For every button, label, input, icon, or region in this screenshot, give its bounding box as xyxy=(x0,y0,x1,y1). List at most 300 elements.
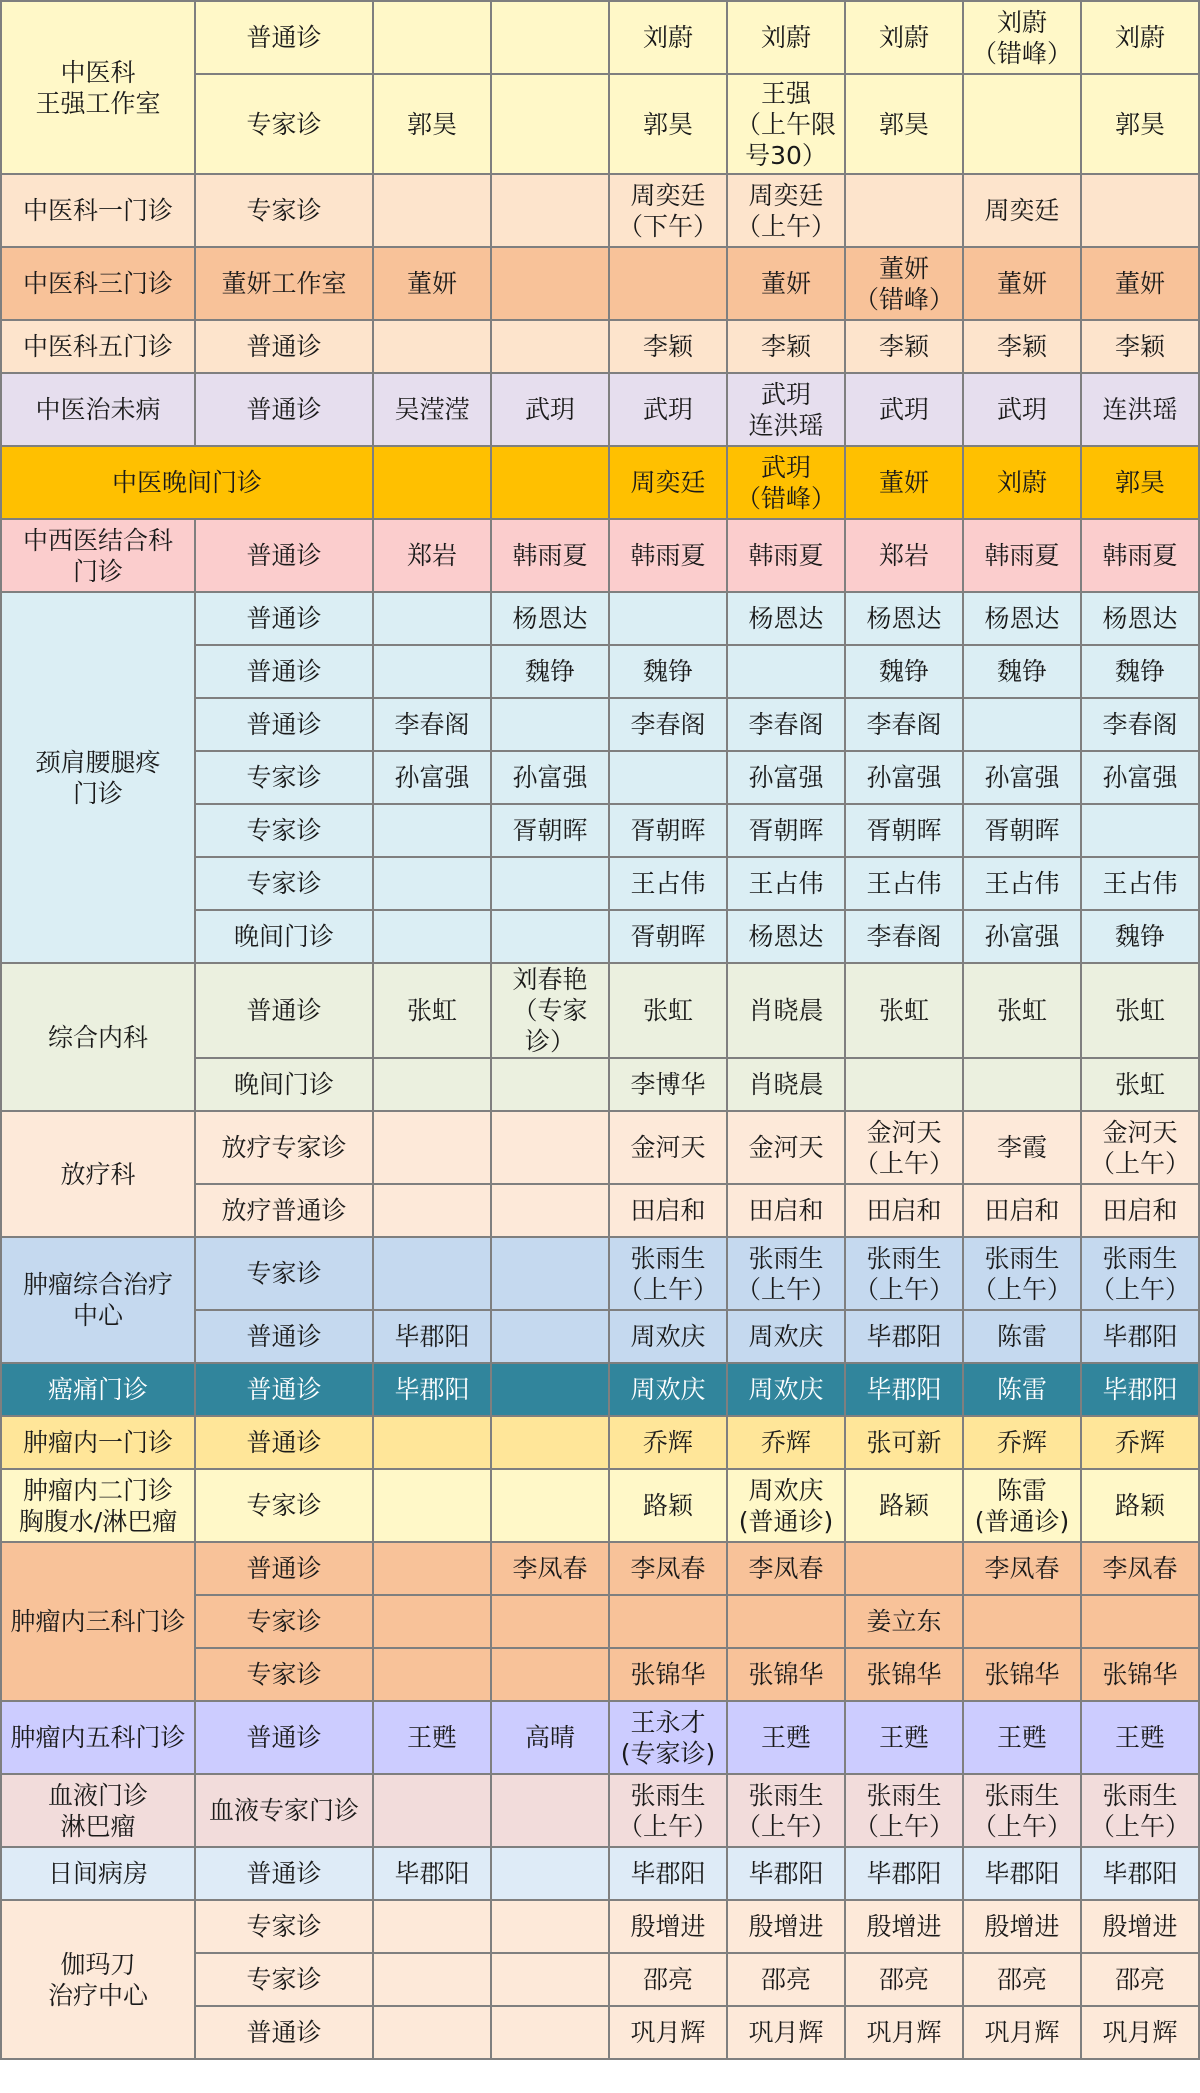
clinic-type-cell: 专家诊 xyxy=(195,751,373,804)
doctor-cell: 张雨生 （上午） xyxy=(963,1774,1081,1847)
doctor-cell: 肖晓晨 xyxy=(727,963,845,1058)
doctor-cell: 陈雷 xyxy=(963,1310,1081,1363)
doctor-cell: 胥朝晖 xyxy=(963,804,1081,857)
schedule-row xyxy=(1,1847,1199,1900)
doctor-cell: 李春阁 xyxy=(1081,698,1199,751)
department-cell: 中医治未病 xyxy=(1,373,195,446)
doctor-cell xyxy=(727,645,845,698)
doctor-cell: 郭昊 xyxy=(609,74,727,174)
clinic-type-cell: 普通诊 xyxy=(195,645,373,698)
doctor-cell: 陈雷 xyxy=(963,1363,1081,1416)
schedule-row xyxy=(1,446,1199,519)
doctor-cell: 田启和 xyxy=(1081,1184,1199,1237)
department-cell: 肿瘤内三科门诊 xyxy=(1,1542,195,1701)
doctor-cell: 毕郡阳 xyxy=(1081,1310,1199,1363)
doctor-cell xyxy=(1081,804,1199,857)
doctor-cell xyxy=(963,74,1081,174)
doctor-cell: 武玥 连洪瑶 xyxy=(727,373,845,446)
doctor-cell: 张虹 xyxy=(963,963,1081,1058)
doctor-cell: 孙富强 xyxy=(373,751,491,804)
doctor-cell: 张雨生 （上午） xyxy=(1081,1774,1199,1847)
doctor-cell xyxy=(963,698,1081,751)
doctor-cell: 杨恩达 xyxy=(963,592,1081,645)
doctor-cell: 刘蔚 （错峰） xyxy=(963,1,1081,74)
doctor-cell: 张雨生 （上午） xyxy=(845,1774,963,1847)
doctor-cell xyxy=(609,592,727,645)
doctor-cell xyxy=(373,1469,491,1542)
schedule-row xyxy=(1,320,1199,373)
doctor-cell: 董妍 xyxy=(727,247,845,320)
schedule-body xyxy=(1,1,1199,2059)
doctor-cell: 周奕廷 （下午） xyxy=(609,174,727,247)
doctor-cell xyxy=(373,1111,491,1184)
doctor-cell: 郑岩 xyxy=(373,519,491,592)
department-cell: 颈肩腰腿疼 门诊 xyxy=(1,592,195,963)
doctor-cell: 毕郡阳 xyxy=(845,1847,963,1900)
doctor-cell xyxy=(373,1595,491,1648)
doctor-cell: 金河天 （上午） xyxy=(1081,1111,1199,1184)
department-cell: 肿瘤内二门诊 胸腹水/淋巴瘤 xyxy=(1,1469,195,1542)
doctor-cell: 周欢庆 xyxy=(727,1363,845,1416)
doctor-cell xyxy=(963,1058,1081,1111)
doctor-cell xyxy=(373,320,491,373)
doctor-cell: 李春阁 xyxy=(845,910,963,963)
doctor-cell: 毕郡阳 xyxy=(373,1310,491,1363)
department-cell: 综合内科 xyxy=(1,963,195,1111)
doctor-cell xyxy=(373,645,491,698)
doctor-cell: 董妍 xyxy=(373,247,491,320)
doctor-cell: 孙富强 xyxy=(963,751,1081,804)
doctor-cell: 李霞 xyxy=(963,1111,1081,1184)
doctor-cell: 刘蔚 xyxy=(609,1,727,74)
doctor-cell: 邵亮 xyxy=(1081,1953,1199,2006)
doctor-cell: 周欢庆 (普通诊) xyxy=(727,1469,845,1542)
doctor-cell: 李春阁 xyxy=(845,698,963,751)
department-cell: 中医科一门诊 xyxy=(1,174,195,247)
doctor-cell: 陈雷 (普通诊) xyxy=(963,1469,1081,1542)
doctor-cell: 周欢庆 xyxy=(609,1363,727,1416)
doctor-cell: 毕郡阳 xyxy=(727,1847,845,1900)
doctor-cell: 武玥 xyxy=(491,373,609,446)
doctor-cell: 武玥 （错峰） xyxy=(727,446,845,519)
schedule-row xyxy=(1,373,1199,446)
doctor-cell: 高晴 xyxy=(491,1701,609,1774)
doctor-cell xyxy=(491,1953,609,2006)
doctor-cell: 张锦华 xyxy=(1081,1648,1199,1701)
doctor-cell xyxy=(373,174,491,247)
doctor-cell xyxy=(845,174,963,247)
doctor-cell: 李颖 xyxy=(845,320,963,373)
doctor-cell: 张虹 xyxy=(373,963,491,1058)
doctor-cell: 杨恩达 xyxy=(845,592,963,645)
doctor-cell xyxy=(491,1363,609,1416)
doctor-cell: 王占伟 xyxy=(727,857,845,910)
doctor-cell: 李颖 xyxy=(609,320,727,373)
doctor-cell: 胥朝晖 xyxy=(845,804,963,857)
doctor-cell xyxy=(491,320,609,373)
doctor-cell: 张雨生 （上午） xyxy=(727,1774,845,1847)
doctor-cell: 毕郡阳 xyxy=(373,1847,491,1900)
clinic-type-cell: 普通诊 xyxy=(195,2006,373,2059)
doctor-cell: 李凤春 xyxy=(963,1542,1081,1595)
doctor-cell: 张雨生 （上午） xyxy=(727,1237,845,1310)
clinic-type-cell: 专家诊 xyxy=(195,1648,373,1701)
schedule-row xyxy=(1,1416,1199,1469)
clinic-type-cell: 专家诊 xyxy=(195,1900,373,1953)
clinic-type-cell: 专家诊 xyxy=(195,804,373,857)
doctor-cell: 田启和 xyxy=(609,1184,727,1237)
clinic-type-cell: 专家诊 xyxy=(195,1469,373,1542)
doctor-cell: 张虹 xyxy=(609,963,727,1058)
doctor-cell xyxy=(1081,174,1199,247)
doctor-cell xyxy=(491,1648,609,1701)
doctor-cell: 王占伟 xyxy=(963,857,1081,910)
schedule-row xyxy=(1,963,1199,1058)
doctor-cell: 王占伟 xyxy=(845,857,963,910)
doctor-cell xyxy=(963,1595,1081,1648)
clinic-type-cell: 普通诊 xyxy=(195,1363,373,1416)
department-cell: 肿瘤内五科门诊 xyxy=(1,1701,195,1774)
clinic-type-cell: 普通诊 xyxy=(195,1416,373,1469)
schedule-row xyxy=(1,1701,1199,1774)
doctor-cell xyxy=(491,1595,609,1648)
doctor-cell: 张雨生 （上午） xyxy=(845,1237,963,1310)
doctor-cell: 胥朝晖 xyxy=(727,804,845,857)
doctor-cell: 张雨生 （上午） xyxy=(963,1237,1081,1310)
doctor-cell xyxy=(373,804,491,857)
schedule-row xyxy=(1,1111,1199,1184)
doctor-cell: 王占伟 xyxy=(609,857,727,910)
doctor-cell xyxy=(373,910,491,963)
doctor-cell: 张锦华 xyxy=(727,1648,845,1701)
doctor-cell: 魏铮 xyxy=(1081,645,1199,698)
doctor-cell: 张虹 xyxy=(845,963,963,1058)
doctor-cell: 巩月辉 xyxy=(963,2006,1081,2059)
schedule-row xyxy=(1,1469,1199,1542)
doctor-cell: 李凤春 xyxy=(491,1542,609,1595)
clinic-type-cell: 专家诊 xyxy=(195,174,373,247)
schedule-row xyxy=(1,1237,1199,1310)
doctor-cell xyxy=(491,1,609,74)
doctor-cell: 张虹 xyxy=(1081,1058,1199,1111)
clinic-type-cell: 血液专家门诊 xyxy=(195,1774,373,1847)
doctor-cell: 巩月辉 xyxy=(1081,2006,1199,2059)
doctor-cell: 刘蔚 xyxy=(963,446,1081,519)
doctor-cell: 邵亮 xyxy=(727,1953,845,2006)
doctor-cell: 杨恩达 xyxy=(491,592,609,645)
schedule-row xyxy=(1,1542,1199,1595)
doctor-cell xyxy=(491,1184,609,1237)
doctor-cell: 韩雨夏 xyxy=(1081,519,1199,592)
doctor-cell: 毕郡阳 xyxy=(609,1847,727,1900)
doctor-cell xyxy=(491,174,609,247)
doctor-cell xyxy=(373,1058,491,1111)
doctor-cell: 孙富强 xyxy=(1081,751,1199,804)
doctor-cell: 乔辉 xyxy=(1081,1416,1199,1469)
clinic-type-cell: 普通诊 xyxy=(195,1542,373,1595)
doctor-cell xyxy=(373,1900,491,1953)
doctor-cell xyxy=(373,592,491,645)
doctor-cell: 邵亮 xyxy=(609,1953,727,2006)
doctor-cell: 董妍 （错峰） xyxy=(845,247,963,320)
doctor-cell: 李春阁 xyxy=(727,698,845,751)
doctor-cell: 殷增进 xyxy=(609,1900,727,1953)
department-cell: 中医晚间门诊 xyxy=(1,446,373,519)
department-cell: 癌痛门诊 xyxy=(1,1363,195,1416)
doctor-cell: 周欢庆 xyxy=(727,1310,845,1363)
doctor-cell: 郭昊 xyxy=(373,74,491,174)
doctor-cell xyxy=(491,698,609,751)
doctor-cell xyxy=(491,1237,609,1310)
doctor-cell: 路颖 xyxy=(1081,1469,1199,1542)
doctor-cell: 李春阁 xyxy=(373,698,491,751)
doctor-cell: 杨恩达 xyxy=(1081,592,1199,645)
doctor-cell: 王甦 xyxy=(727,1701,845,1774)
doctor-cell xyxy=(491,74,609,174)
department-cell: 中医科 王强工作室 xyxy=(1,1,195,174)
doctor-cell: 孙富强 xyxy=(845,751,963,804)
doctor-cell: 田启和 xyxy=(845,1184,963,1237)
doctor-cell: 张雨生 （上午） xyxy=(609,1774,727,1847)
department-cell: 肿瘤内一门诊 xyxy=(1,1416,195,1469)
doctor-cell: 胥朝晖 xyxy=(609,910,727,963)
doctor-cell: 王占伟 xyxy=(1081,857,1199,910)
clinic-type-cell: 普通诊 xyxy=(195,1,373,74)
doctor-cell xyxy=(373,2006,491,2059)
doctor-cell: 刘蔚 xyxy=(1081,1,1199,74)
doctor-cell xyxy=(491,1310,609,1363)
doctor-cell: 乔辉 xyxy=(727,1416,845,1469)
doctor-cell: 殷增进 xyxy=(845,1900,963,1953)
department-cell: 放疗科 xyxy=(1,1111,195,1237)
doctor-cell: 韩雨夏 xyxy=(727,519,845,592)
clinic-type-cell: 普通诊 xyxy=(195,320,373,373)
clinic-type-cell: 晚间门诊 xyxy=(195,1058,373,1111)
doctor-cell xyxy=(373,1542,491,1595)
doctor-cell: 连洪瑶 xyxy=(1081,373,1199,446)
clinic-type-cell: 放疗专家诊 xyxy=(195,1111,373,1184)
doctor-cell: 杨恩达 xyxy=(727,910,845,963)
doctor-cell: 孙富强 xyxy=(963,910,1081,963)
doctor-cell: 毕郡阳 xyxy=(1081,1363,1199,1416)
doctor-cell: 魏铮 xyxy=(1081,910,1199,963)
doctor-cell: 周奕廷 xyxy=(963,174,1081,247)
doctor-cell xyxy=(373,1416,491,1469)
clinic-type-cell: 普通诊 xyxy=(195,592,373,645)
clinic-type-cell: 董妍工作室 xyxy=(195,247,373,320)
doctor-cell: 乔辉 xyxy=(963,1416,1081,1469)
doctor-cell: 魏铮 xyxy=(491,645,609,698)
clinic-type-cell: 晚间门诊 xyxy=(195,910,373,963)
doctor-cell: 邵亮 xyxy=(963,1953,1081,2006)
clinic-type-cell: 普通诊 xyxy=(195,1310,373,1363)
department-cell: 伽玛刀 治疗中心 xyxy=(1,1900,195,2059)
doctor-cell: 殷增进 xyxy=(727,1900,845,1953)
doctor-cell: 周奕廷 （上午） xyxy=(727,174,845,247)
schedule-row xyxy=(1,1363,1199,1416)
clinic-type-cell: 专家诊 xyxy=(195,1953,373,2006)
doctor-cell: 巩月辉 xyxy=(727,2006,845,2059)
doctor-cell: 董妍 xyxy=(1081,247,1199,320)
doctor-cell: 巩月辉 xyxy=(609,2006,727,2059)
doctor-cell: 姜立东 xyxy=(845,1595,963,1648)
doctor-cell: 胥朝晖 xyxy=(491,804,609,857)
doctor-cell: 肖晓晨 xyxy=(727,1058,845,1111)
doctor-cell xyxy=(491,1111,609,1184)
doctor-cell: 王甦 xyxy=(845,1701,963,1774)
doctor-cell: 毕郡阳 xyxy=(1081,1847,1199,1900)
doctor-cell xyxy=(373,446,491,519)
doctor-cell xyxy=(609,1595,727,1648)
doctor-cell: 毕郡阳 xyxy=(963,1847,1081,1900)
doctor-cell: 韩雨夏 xyxy=(609,519,727,592)
doctor-cell: 魏铮 xyxy=(609,645,727,698)
doctor-cell xyxy=(845,1058,963,1111)
clinic-type-cell: 普通诊 xyxy=(195,1847,373,1900)
doctor-cell: 郭昊 xyxy=(1081,446,1199,519)
department-cell: 中西医结合科 门诊 xyxy=(1,519,195,592)
doctor-cell xyxy=(373,1774,491,1847)
schedule-row xyxy=(1,519,1199,592)
doctor-cell: 武玥 xyxy=(609,373,727,446)
doctor-cell xyxy=(491,1058,609,1111)
doctor-cell xyxy=(373,1237,491,1310)
doctor-cell: 郭昊 xyxy=(1081,74,1199,174)
doctor-cell: 毕郡阳 xyxy=(373,1363,491,1416)
doctor-cell: 张可新 xyxy=(845,1416,963,1469)
doctor-cell: 周欢庆 xyxy=(609,1310,727,1363)
doctor-cell xyxy=(491,247,609,320)
doctor-cell: 李凤春 xyxy=(1081,1542,1199,1595)
doctor-cell: 吴滢滢 xyxy=(373,373,491,446)
doctor-cell: 乔辉 xyxy=(609,1416,727,1469)
doctor-cell: 李颖 xyxy=(963,320,1081,373)
doctor-cell: 韩雨夏 xyxy=(963,519,1081,592)
doctor-cell: 张雨生 （上午） xyxy=(1081,1237,1199,1310)
clinic-type-cell: 普通诊 xyxy=(195,519,373,592)
doctor-cell xyxy=(373,1,491,74)
doctor-cell xyxy=(491,1847,609,1900)
doctor-cell: 王强 （上午限 号30） xyxy=(727,74,845,174)
doctor-cell: 王甦 xyxy=(373,1701,491,1774)
doctor-cell xyxy=(727,1595,845,1648)
doctor-cell: 李凤春 xyxy=(727,1542,845,1595)
doctor-cell xyxy=(609,751,727,804)
doctor-cell: 李春阁 xyxy=(609,698,727,751)
doctor-cell: 金河天 xyxy=(727,1111,845,1184)
clinic-type-cell: 普通诊 xyxy=(195,1701,373,1774)
doctor-cell: 李凤春 xyxy=(609,1542,727,1595)
doctor-cell: 武玥 xyxy=(845,373,963,446)
department-cell: 中医科三门诊 xyxy=(1,247,195,320)
doctor-cell: 邵亮 xyxy=(845,1953,963,2006)
doctor-cell: 田启和 xyxy=(727,1184,845,1237)
schedule-row xyxy=(1,1900,1199,1953)
doctor-cell: 路颖 xyxy=(609,1469,727,1542)
schedule-row xyxy=(1,247,1199,320)
doctor-cell: 田启和 xyxy=(963,1184,1081,1237)
doctor-cell: 巩月辉 xyxy=(845,2006,963,2059)
doctor-cell: 武玥 xyxy=(963,373,1081,446)
doctor-cell: 张锦华 xyxy=(963,1648,1081,1701)
doctor-cell xyxy=(373,1184,491,1237)
doctor-cell: 魏铮 xyxy=(845,645,963,698)
doctor-cell: 王永才 (专家诊) xyxy=(609,1701,727,1774)
doctor-cell xyxy=(491,1416,609,1469)
schedule-row xyxy=(1,1,1199,74)
doctor-cell: 李颖 xyxy=(727,320,845,373)
doctor-cell: 张锦华 xyxy=(845,1648,963,1701)
clinic-type-cell: 普通诊 xyxy=(195,963,373,1058)
doctor-cell: 路颖 xyxy=(845,1469,963,1542)
doctor-cell: 殷增进 xyxy=(963,1900,1081,1953)
department-cell: 日间病房 xyxy=(1,1847,195,1900)
clinic-type-cell: 专家诊 xyxy=(195,1237,373,1310)
doctor-cell: 李博华 xyxy=(609,1058,727,1111)
doctor-cell xyxy=(373,1953,491,2006)
doctor-cell: 魏铮 xyxy=(963,645,1081,698)
doctor-cell: 郭昊 xyxy=(845,74,963,174)
doctor-cell xyxy=(491,857,609,910)
doctor-cell: 周奕廷 xyxy=(609,446,727,519)
doctor-cell xyxy=(491,1774,609,1847)
clinic-type-cell: 专家诊 xyxy=(195,857,373,910)
clinic-type-cell: 普通诊 xyxy=(195,373,373,446)
doctor-cell: 王甦 xyxy=(1081,1701,1199,1774)
doctor-cell xyxy=(491,1900,609,1953)
doctor-cell: 李颖 xyxy=(1081,320,1199,373)
department-cell: 肿瘤综合治疗 中心 xyxy=(1,1237,195,1363)
doctor-cell: 金河天 （上午） xyxy=(845,1111,963,1184)
doctor-cell xyxy=(491,2006,609,2059)
doctor-cell xyxy=(373,1648,491,1701)
department-cell: 中医科五门诊 xyxy=(1,320,195,373)
doctor-cell xyxy=(491,1469,609,1542)
doctor-cell: 韩雨夏 xyxy=(491,519,609,592)
doctor-cell: 金河天 xyxy=(609,1111,727,1184)
doctor-cell: 刘蔚 xyxy=(727,1,845,74)
doctor-cell: 董妍 xyxy=(963,247,1081,320)
clinic-type-cell: 专家诊 xyxy=(195,1595,373,1648)
doctor-cell xyxy=(609,247,727,320)
clinic-type-cell: 放疗普通诊 xyxy=(195,1184,373,1237)
doctor-cell xyxy=(491,446,609,519)
doctor-cell: 刘蔚 xyxy=(845,1,963,74)
clinic-type-cell: 普通诊 xyxy=(195,698,373,751)
doctor-cell: 胥朝晖 xyxy=(609,804,727,857)
doctor-cell: 毕郡阳 xyxy=(845,1310,963,1363)
clinic-type-cell: 专家诊 xyxy=(195,74,373,174)
doctor-cell: 刘春艳 （专家诊） xyxy=(491,963,609,1058)
doctor-cell: 张雨生 （上午） xyxy=(609,1237,727,1310)
doctor-cell: 郑岩 xyxy=(845,519,963,592)
schedule-row xyxy=(1,1774,1199,1847)
doctor-cell: 王甦 xyxy=(963,1701,1081,1774)
doctor-cell xyxy=(491,910,609,963)
doctor-cell: 孙富强 xyxy=(491,751,609,804)
doctor-cell xyxy=(373,857,491,910)
doctor-cell xyxy=(1081,1595,1199,1648)
doctor-cell: 殷增进 xyxy=(1081,1900,1199,1953)
schedule-row xyxy=(1,174,1199,247)
schedule-row xyxy=(1,592,1199,645)
doctor-cell: 杨恩达 xyxy=(727,592,845,645)
doctor-cell: 张锦华 xyxy=(609,1648,727,1701)
doctor-cell: 董妍 xyxy=(845,446,963,519)
doctor-cell: 毕郡阳 xyxy=(845,1363,963,1416)
doctor-cell xyxy=(845,1542,963,1595)
department-cell: 血液门诊 淋巴瘤 xyxy=(1,1774,195,1847)
